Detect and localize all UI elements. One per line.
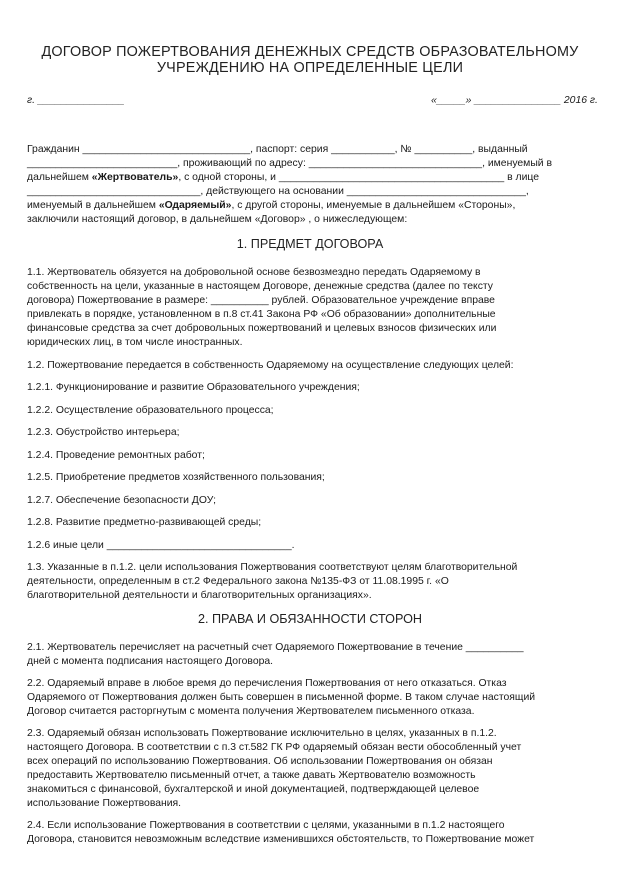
goal-item: 1.2.8. Развитие предметно-развивающей среды; [27,517,262,528]
intro-line: именуемый в дальнейшем «Одаряемый», с другой стороны, именуемые в дальнейшем «Стороны», [27,200,516,211]
clause-2-2-line: Договор считается расторгнутым с момента получения Жертвователем письменного отказа. [27,706,475,717]
clause-2-3-line: использование Пожертвования. [27,798,182,809]
goal-item: 1.2.1. Функционирование и развитие Образовательного учреждения; [27,382,360,393]
goal-item: 1.2.7. Обеспечение безопасности ДОУ; [27,495,216,506]
clause-1-1-line: собственность на цели, указанные в настоящем Договоре, денежные средства (далее по тексту [27,281,493,292]
clause-2-3-line: предоставить Жертвователю письменный отчет, а также давать Жертвователю возможность [27,770,476,781]
intro-line: Гражданин _____________________________, паспорт: серия ___________, № __________, выданный [27,144,528,155]
section-heading-2: 2. ПРАВА И ОБЯЗАННОСТИ СТОРОН [198,612,422,626]
clause-1-2: 1.2. Пожертвование передается в собственность Одаряемому на осуществление следующих целей: [27,360,514,371]
clause-1-3-line: 1.3. Указанные в п.1.2. цели использования Пожертвования соответствуют целям благотворительной [27,562,518,573]
clause-1-1-line: привлекать в порядке, установленном в п.8 ст.41 Закона РФ «Об образовании» дополнительные [27,309,496,320]
clause-1-1-line: финансовые средства за счет добровольных пожертвований и целевых взносов физических или [27,323,497,334]
intro-line: ______________________________, действующего на основании _______________________________, [27,186,529,197]
intro-line: заключили настоящий договор, в дальнейшем «Договор» , о нижеследующем: [27,214,408,225]
clause-2-2-line: 2.2. Одаряемый вправе в любое время до перечисления Пожертвования от него отказаться. Отказ [27,678,507,689]
clause-1-1-line: 1.1. Жертвователь обязуется на добровольной основе безвозмездно передать Одаряемому в [27,267,481,278]
clause-2-2-line: Одаряемого от Пожертвования должен быть совершен в письменной форме. В таком случае настоящий [27,692,536,703]
section-heading-1: 1. ПРЕДМЕТ ДОГОВОРА [236,237,384,251]
city-field: г. _______________ [27,95,125,106]
clause-2-4-line: Договора, становится невозможным вследствие изменившихся обстоятельств, то Пожертвование может [27,834,535,845]
date-field: «_____» _______________ 2016 г. [431,95,598,106]
intro-line: __________________________, проживающий по адресу: ______________________________, именуемый в [27,158,553,169]
clause-2-1-line: 2.1. Жертвователь перечисляет на расчетный счет Одаряемого Пожертвование в течение __________ [27,642,524,653]
clause-2-3-line: знакомиться с финансовой, бухгалтерской и иной документацией, подтверждающей целевое [27,784,480,795]
goal-item: 1.2.6 иные цели ________________________________. [27,540,295,551]
clause-1-1-line: договора) Пожертвование в размере: __________ рублей. Образовательное учреждение вправе [27,295,495,306]
clause-2-1-line: дней с момента подписания настоящего Договора. [27,656,274,667]
clause-2-3-line: 2.3. Одаряемый обязан использовать Пожертвование исключительно в целях, указанных в п.1.2. [27,728,497,739]
clause-2-3-line: настоящего Договора. В соответствии с п.3 ст.582 ГК РФ одаряемый обязан вести обособленный учет [27,742,522,753]
goal-item: 1.2.3. Обустройство интерьера; [27,427,180,438]
clause-1-1-line: юридических лиц, в том числе иностранных. [27,337,243,348]
clause-1-3-line: деятельности, определенным в ст.2 Федерального закона №135-ФЗ от 11.08.1995 г. «О [27,576,449,587]
document-title-line-2: УЧРЕЖДЕНИЮ НА ОПРЕДЕЛЕННЫЕ ЦЕЛИ [156,60,464,76]
clause-2-3-line: всех операций по использованию Пожертвования. Об использовании Пожертвования он обязан [27,756,493,767]
clause-2-4-line: 2.4. Если использование Пожертвования в соответствии с целями, указанными в п.1.2 настоящего [27,820,505,831]
intro-line: дальнейшем «Жертвователь», с одной стороны, и _______________________________________ в лице [27,172,539,183]
clause-1-3-line: благотворительной деятельности и благотворительных организациях». [27,590,372,601]
goal-item: 1.2.4. Проведение ремонтных работ; [27,450,205,461]
goal-item: 1.2.5. Приобретение предметов хозяйственного пользования; [27,472,325,483]
goal-item: 1.2.2. Осуществление образовательного процесса; [27,405,274,416]
document-title-line-1: ДОГОВОР ПОЖЕРТВОВАНИЯ ДЕНЕЖНЫХ СРЕДСТВ ОБРАЗОВАТЕЛЬНОМУ [41,44,579,60]
